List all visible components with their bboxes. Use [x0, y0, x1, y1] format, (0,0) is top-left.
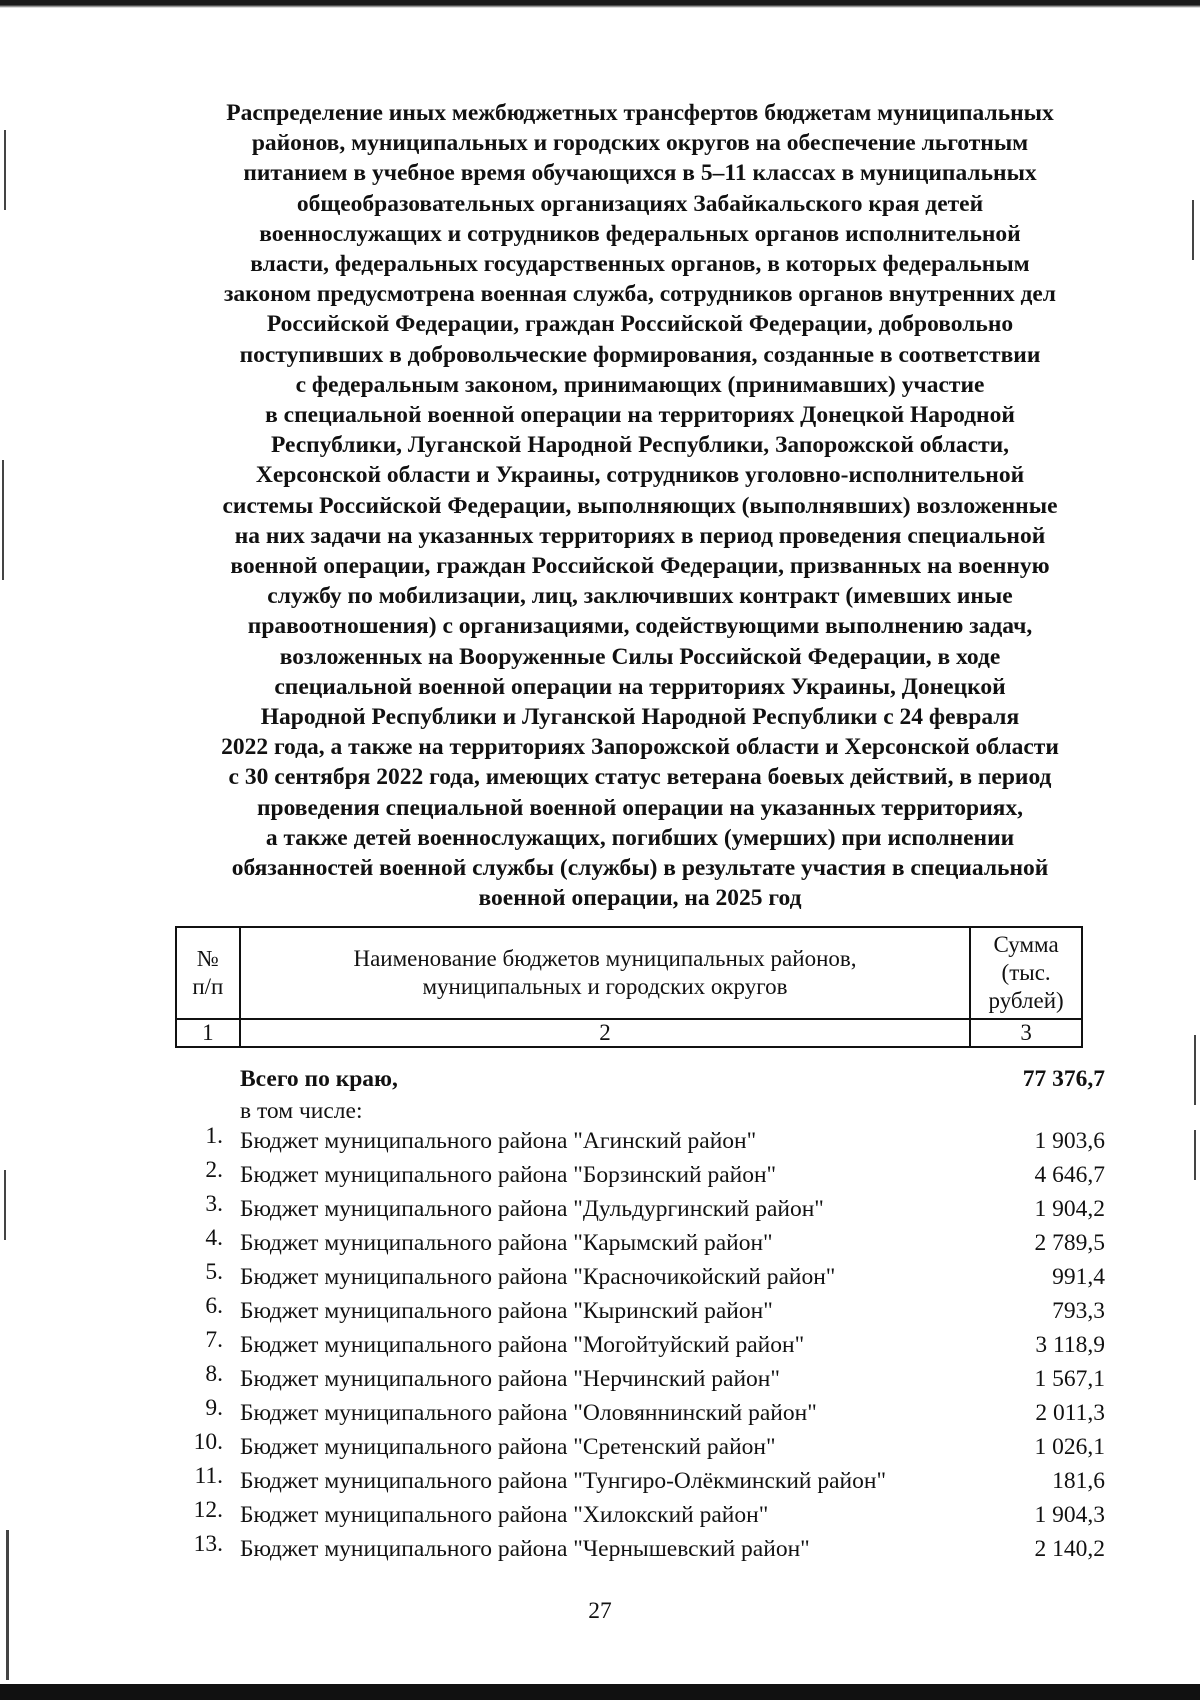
title-line: системы Российской Федерации, выполняющих (выполнявших) возложенные: [222, 492, 1058, 519]
row-number: 7.: [205, 1327, 223, 1353]
table-header: [175, 926, 1083, 1048]
title-line: правоотношения) с организациями, содействующими выполнению задач,: [247, 613, 1033, 640]
table-row: [175, 1260, 1105, 1294]
title-line: законом предусмотрена военная служба, сотрудников органов внутренних дел: [223, 281, 1056, 308]
title-line: власти, федеральных государственных органов, в которых федеральным: [250, 251, 1030, 278]
table-body: [175, 1062, 1105, 1566]
row-number: 11.: [194, 1463, 223, 1489]
title-line: Российской Федерации, граждан Российской Федерации, добровольно: [266, 311, 1014, 338]
row-budget-name: Бюджет муниципального района "Кыринский район": [240, 1298, 773, 1324]
title-line: на них задачи на указанных территориях в период проведения специальной: [234, 522, 1046, 549]
table-row: [175, 1158, 1105, 1192]
table-row: [175, 1362, 1105, 1396]
row-budget-name: Бюджет муниципального района "Нерчинский район": [240, 1366, 780, 1392]
row-number: 3.: [205, 1191, 223, 1217]
row-amount: 3 118,9: [1035, 1332, 1105, 1358]
title-line: питанием в учебное время обучающихся в 5–11 классах в муниципальных: [243, 160, 1037, 187]
page-number: 27: [588, 1598, 612, 1624]
title-line: общеобразовательных организациях Забайкальского края детей: [296, 190, 984, 217]
scan-artifact: [1192, 200, 1194, 260]
row-budget-name: Бюджет муниципального района "Сретенский район": [240, 1434, 776, 1460]
header-col-name: Наименование бюджетов муниципальных районов, муниципальных и городских округов: [240, 927, 970, 1019]
table-row: [175, 1328, 1105, 1362]
title-line: Херсонской области и Украины, сотрудников уголовно-исполнительной: [255, 462, 1025, 489]
row-budget-name: Бюджет муниципального района "Дульдургинский район": [240, 1196, 824, 1222]
row-amount: 1 904,3: [1034, 1502, 1105, 1528]
header-col-amount: Сумма (тыс. рублей): [970, 927, 1082, 1019]
title-line: обязанностей военной службы (службы) в результате участия в специальной: [231, 855, 1049, 882]
table-row: [175, 1464, 1105, 1498]
row-budget-name: Бюджет муниципального района "Оловяннинский район": [240, 1400, 817, 1426]
title-line: с 30 сентября 2022 года, имеющих статус ветерана боевых действий, в период: [228, 764, 1052, 791]
row-budget-name: Бюджет муниципального района "Хилокский район": [240, 1502, 769, 1528]
total-row: [175, 1062, 1105, 1094]
table-row: [175, 1396, 1105, 1430]
including-row: [175, 1094, 1105, 1124]
row-amount: 2 140,2: [1034, 1536, 1105, 1562]
title-line: специальной военной операции на территориях Украины, Донецкой: [274, 673, 1006, 700]
title-line: районов, муниципальных и городских округов на обеспечение льготным: [251, 130, 1029, 157]
row-number: 10.: [193, 1429, 223, 1455]
row-budget-name: Бюджет муниципального района "Красночикойский район": [240, 1264, 836, 1290]
title-line: а также детей военнослужащих, погибших (умерших) при исполнении: [265, 824, 1015, 851]
scan-edge-bottom: [0, 1684, 1200, 1700]
table-row: [175, 1226, 1105, 1260]
title-line: военной операции, на 2025 год: [478, 885, 802, 912]
title-line: службу по мобилизации, лиц, заключивших контракт (имевших иные: [267, 583, 1013, 610]
row-amount: 1 903,6: [1034, 1128, 1105, 1154]
title-line: Распределение иных межбюджетных трансфертов бюджетам муниципальных: [226, 100, 1054, 126]
column-number-2: 2: [240, 1019, 970, 1047]
title-line: проведения специальной военной операции на указанных территориях,: [257, 794, 1023, 821]
row-amount: 1 904,2: [1034, 1196, 1105, 1222]
row-number: 1.: [205, 1123, 223, 1149]
row-number: 5.: [205, 1259, 223, 1285]
row-amount: 181,6: [1052, 1468, 1105, 1494]
title-line: Народной Республики и Луганской Народной Республики с 24 февраля: [260, 704, 1020, 731]
title-line: в специальной военной операции на территориях Донецкой Народной: [265, 402, 1015, 429]
row-number: 9.: [205, 1395, 223, 1421]
table-row: [175, 1294, 1105, 1328]
row-amount: 793,3: [1052, 1298, 1105, 1324]
row-number: 12.: [193, 1497, 223, 1523]
scan-artifact: [4, 1170, 6, 1240]
table-row: [175, 1124, 1105, 1158]
title-line: с федеральным законом, принимающих (принимавших) участие: [295, 371, 985, 398]
table-row: [175, 1532, 1105, 1566]
row-number: 2.: [205, 1157, 223, 1183]
scan-artifact: [1194, 1035, 1196, 1105]
title-line: военной операции, граждан Российской Федерации, призванных на военную: [230, 553, 1050, 580]
table-row: [175, 1192, 1105, 1226]
row-amount: 4 646,7: [1034, 1162, 1105, 1188]
row-budget-name: Бюджет муниципального района "Тунгиро-Олёкминский район": [240, 1468, 887, 1494]
row-amount: 991,4: [1052, 1264, 1105, 1290]
title-line: поступивших в добровольческие формирования, созданные в соответствии: [239, 341, 1041, 368]
title-line: Республики, Луганской Народной Республики, Запорожской области,: [270, 432, 1010, 459]
row-budget-name: Бюджет муниципального района "Агинский район": [240, 1128, 757, 1154]
total-label: Всего по краю,: [240, 1066, 398, 1092]
row-budget-name: Бюджет муниципального района "Чернышевский район": [240, 1536, 810, 1562]
scan-artifact: [2, 460, 4, 580]
row-amount: 2 011,3: [1035, 1400, 1105, 1426]
row-budget-name: Бюджет муниципального района "Борзинский район": [240, 1162, 777, 1188]
scan-edge-top: [0, 0, 1200, 8]
total-amount: 77 376,7: [1022, 1066, 1105, 1092]
header-col-number: № п/п: [176, 927, 240, 1019]
row-number: 8.: [205, 1361, 223, 1387]
title-line: 2022 года, а также на территориях Запорожской области и Херсонской области: [221, 734, 1059, 761]
row-budget-name: Бюджет муниципального района "Могойтуйский район": [240, 1332, 805, 1358]
column-number-1: 1: [176, 1019, 240, 1047]
row-amount: 1 026,1: [1034, 1434, 1105, 1460]
scan-artifact: [1194, 1130, 1196, 1180]
table-row: [175, 1430, 1105, 1464]
row-amount: 1 567,1: [1034, 1366, 1105, 1392]
row-amount: 2 789,5: [1034, 1230, 1105, 1256]
column-number-3: 3: [970, 1019, 1082, 1047]
scan-artifact: [4, 130, 6, 210]
including-label: в том числе:: [240, 1098, 363, 1124]
document-title: [160, 98, 1120, 913]
row-number: 13.: [193, 1531, 223, 1557]
table-row: [175, 1498, 1105, 1532]
row-budget-name: Бюджет муниципального района "Карымский район": [240, 1230, 773, 1256]
title-line: возложенных на Вооруженные Силы Российской Федерации, в ходе: [279, 643, 1001, 670]
row-number: 4.: [205, 1225, 223, 1251]
title-line: военнослужащих и сотрудников федеральных органов исполнительной: [259, 220, 1021, 247]
row-number: 6.: [205, 1293, 223, 1319]
